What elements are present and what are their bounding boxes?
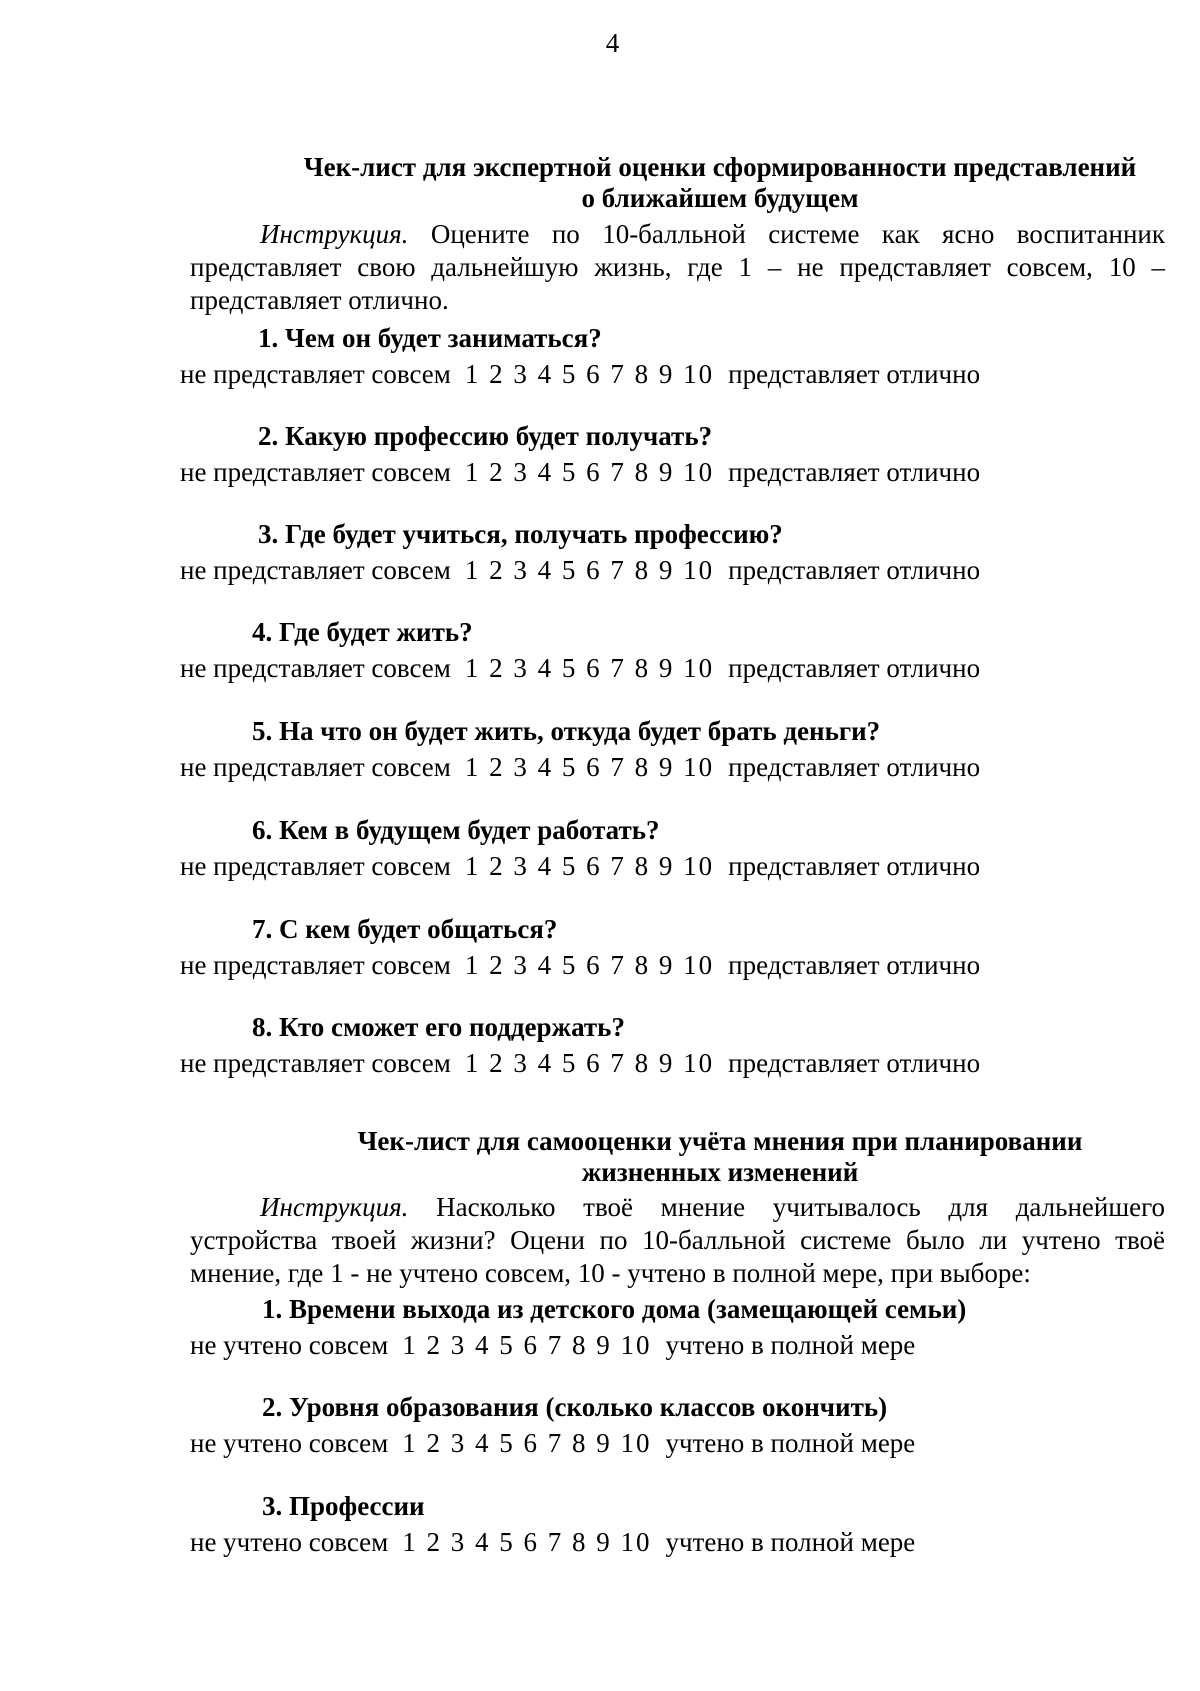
scale-left-label: не учтено совсем — [190, 1330, 389, 1360]
scale-numbers: 1 2 3 4 5 6 7 8 9 10 — [402, 1527, 652, 1557]
section2-title-line1: Чек-лист для самооценки учёта мнения при планировании — [357, 1126, 1083, 1156]
scale-left-label: не представляет совсем — [180, 359, 451, 389]
section2-scale-3 — [190, 1526, 915, 1558]
scale-numbers: 1 2 3 4 5 6 7 8 9 10 — [402, 1330, 652, 1360]
scale-right-label: представляет отлично — [728, 1048, 981, 1078]
section2-instruction — [190, 1191, 1165, 1290]
section1-title — [275, 152, 1165, 214]
scale-left-label: не представляет совсем — [180, 555, 451, 585]
section1-question-2: 2. Какую профессию будет получать? — [258, 421, 713, 451]
scale-numbers: 1 2 3 4 5 6 7 8 9 10 — [464, 1048, 715, 1078]
section2-question-1: 1. Времени выхода из детского дома (замещающей семьи) — [262, 1294, 967, 1324]
section1-question-7: 7. С кем будет общаться? — [252, 914, 558, 944]
section2-scale-1 — [190, 1329, 915, 1361]
scale-left-label: не представляет совсем — [180, 457, 451, 487]
section2-question-2: 2. Уровня образования (сколько классов окончить) — [262, 1392, 888, 1422]
section2-question-3: 3. Профессии — [262, 1491, 425, 1521]
scale-numbers: 1 2 3 4 5 6 7 8 9 10 — [464, 653, 715, 683]
scale-left-label: не представляет совсем — [180, 851, 451, 881]
scale-right-label: учтено в полной мере — [665, 1330, 916, 1360]
scale-right-label: представляет отлично — [728, 950, 981, 980]
scale-left-label: не представляет совсем — [180, 752, 451, 782]
section1-scale-2 — [180, 456, 980, 488]
section1-question-6: 6. Кем в будущем будет работать? — [252, 815, 660, 845]
scale-numbers: 1 2 3 4 5 6 7 8 9 10 — [464, 851, 715, 881]
scale-numbers: 1 2 3 4 5 6 7 8 9 10 — [464, 752, 715, 782]
scale-right-label: представляет отлично — [728, 653, 981, 683]
section1-scale-4 — [180, 652, 980, 684]
scale-right-label: учтено в полной мере — [665, 1527, 916, 1557]
section1-scale-7 — [180, 949, 980, 981]
scale-numbers: 1 2 3 4 5 6 7 8 9 10 — [464, 359, 715, 389]
section1-question-5: 5. На что он будет жить, откуда будет брать деньги? — [252, 716, 881, 746]
scale-left-label: не представляет совсем — [180, 950, 451, 980]
scale-right-label: представляет отлично — [728, 457, 981, 487]
section1-instruction-lead: Инструкция. — [260, 219, 409, 249]
section1-title-line1: Чек-лист для экспертной оценки сформированности представлений — [303, 152, 1137, 182]
section1-scale-1 — [180, 358, 980, 390]
scale-right-label: представляет отлично — [728, 555, 981, 585]
section1-title-line2: о ближайшем будущем — [581, 183, 859, 213]
section1-question-3: 3. Где будет учиться, получать профессию? — [258, 519, 783, 549]
section1-instruction — [190, 218, 1165, 317]
scale-left-label: не представляет совсем — [180, 653, 451, 683]
section1-instruction-text: Оцените по 10-балльной системе как ясно воспитанник представляет свою дальнейшую жизнь, где 1 – не представляет совсем, 10 – представляет отлично. — [190, 219, 1166, 315]
scale-numbers: 1 2 3 4 5 6 7 8 9 10 — [464, 457, 715, 487]
section1-scale-8 — [180, 1047, 980, 1079]
section1-question-8: 8. Кто сможет его поддержать? — [252, 1012, 625, 1042]
section2-instruction-lead: Инструкция. — [260, 1192, 409, 1222]
section1-scale-6 — [180, 850, 980, 882]
section2-instruction-text: Насколько твоё мнение учитывалось для дальнейшего устройства твоей жизни? Оцени по 10-балльной системе было ли учтено твоё мнение, где 1 - не учтено совсем, 10 - учтено в полной мере, при выборе: — [190, 1192, 1166, 1288]
section1-question-4: 4. Где будет жить? — [252, 617, 473, 647]
scale-right-label: представляет отлично — [728, 359, 981, 389]
section2-scale-2 — [190, 1427, 915, 1459]
scale-right-label: представляет отлично — [728, 752, 981, 782]
section1-scale-5 — [180, 751, 980, 783]
scale-numbers: 1 2 3 4 5 6 7 8 9 10 — [402, 1428, 652, 1458]
scale-right-label: представляет отлично — [728, 851, 981, 881]
section2-title — [275, 1126, 1165, 1188]
page-number: 4 — [605, 28, 620, 58]
scale-right-label: учтено в полной мере — [665, 1428, 916, 1458]
scale-left-label: не учтено совсем — [190, 1527, 389, 1557]
scale-left-label: не учтено совсем — [190, 1428, 389, 1458]
section1-scale-3 — [180, 554, 980, 586]
section2-title-line2: жизненных изменений — [581, 1157, 859, 1187]
scale-left-label: не представляет совсем — [180, 1048, 451, 1078]
scale-numbers: 1 2 3 4 5 6 7 8 9 10 — [464, 950, 715, 980]
section1-question-1: 1. Чем он будет заниматься? — [258, 323, 602, 353]
scale-numbers: 1 2 3 4 5 6 7 8 9 10 — [464, 555, 715, 585]
